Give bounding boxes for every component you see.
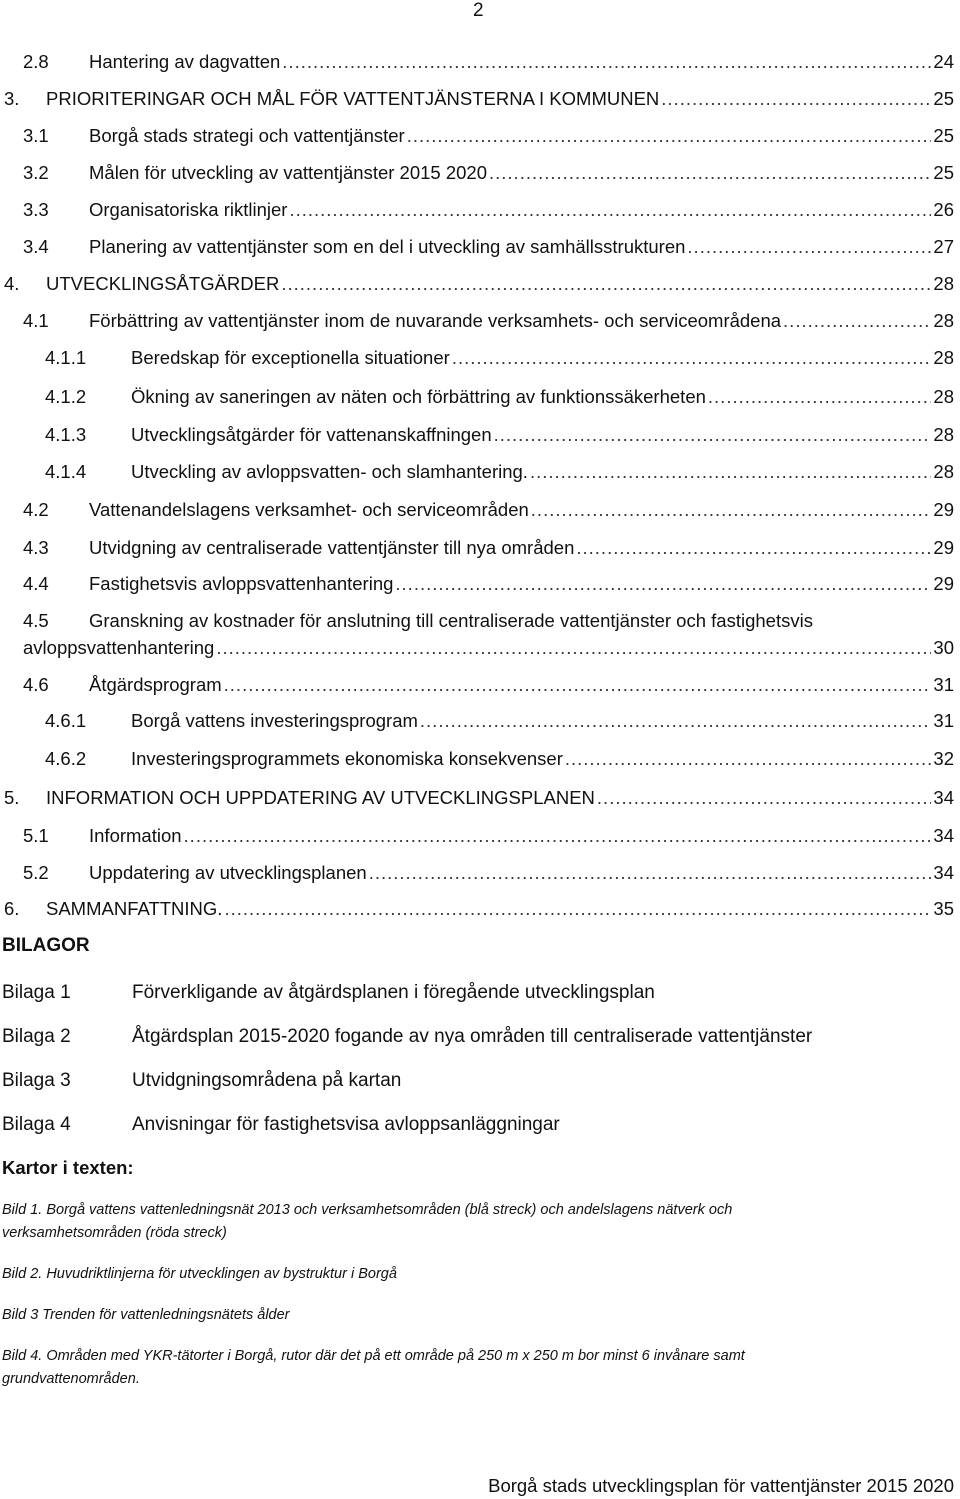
bilaga-label: Bilaga 3 — [2, 1070, 71, 1091]
toc-entry[interactable] — [45, 747, 954, 771]
toc-entry[interactable] — [23, 536, 954, 560]
toc-leader-dots — [576, 536, 931, 560]
toc-entry[interactable] — [45, 423, 954, 447]
toc-title: Fastighetsvis avloppsvattenhantering — [89, 573, 394, 594]
bilaga-label: Bilaga 1 — [2, 982, 71, 1003]
toc-leader-dots — [395, 572, 931, 596]
toc-leader-dots — [224, 673, 932, 697]
toc-entry[interactable] — [23, 198, 954, 222]
toc-number: 4. — [4, 273, 20, 294]
toc-page: 34 — [933, 862, 954, 883]
toc-leader-dots — [783, 309, 931, 333]
toc-page: 25 — [933, 88, 954, 109]
toc-title: Uppdatering av utvecklingsplanen — [89, 862, 367, 883]
toc-leader-dots — [489, 161, 931, 185]
toc-entry[interactable] — [23, 824, 954, 848]
toc-number: 3.4 — [23, 236, 49, 257]
toc-page: 28 — [933, 273, 954, 294]
map-caption: Bild 4. Områden med YKR-tätorter i Borgå, rutor där det på ett område på 250 m x 250 m bor minst 6 invånare samt grundvattenområden. — [2, 1348, 745, 1387]
toc-leader-dots — [420, 709, 932, 733]
page-footer: Borgå stads utvecklingsplan för vattentjänster 2015 2020 — [488, 1475, 954, 1496]
toc-page: 27 — [933, 236, 954, 257]
toc-page: 28 — [933, 310, 954, 331]
toc-leader-dots — [281, 272, 931, 296]
bilaga-text: Förverkligande av åtgärdsplanen i föregående utvecklingsplan — [132, 982, 655, 1003]
toc-page: 32 — [933, 748, 954, 769]
toc-page: 24 — [933, 51, 954, 72]
toc-entry[interactable] — [23, 636, 954, 660]
toc-number: 4.4 — [23, 573, 49, 594]
bilaga-text: Utvidgningsområdena på kartan — [132, 1070, 402, 1091]
toc-title: Investeringsprogrammets ekonomiska konsekvenser — [131, 748, 563, 769]
toc-page: 34 — [933, 787, 954, 808]
toc-number: 4.3 — [23, 537, 49, 558]
toc-leader-dots — [216, 636, 931, 660]
toc-number: 5. — [4, 787, 20, 808]
toc-title: Hantering av dagvatten — [89, 51, 281, 72]
toc-number: 5.2 — [23, 862, 49, 883]
toc-title: INFORMATION OCH UPPDATERING AV UTVECKLINGSPLANEN — [46, 787, 595, 808]
toc-page: 28 — [933, 424, 954, 445]
toc-number: 4.6.2 — [45, 748, 87, 769]
toc-leader-dots — [597, 786, 932, 810]
toc-number: 3.3 — [23, 199, 49, 220]
toc-entry[interactable] — [4, 272, 954, 296]
toc-number: 4.1.2 — [45, 386, 87, 407]
toc-title: Målen för utveckling av vattentjänster 2015 2020 — [89, 162, 487, 183]
toc-leader-dots — [565, 747, 932, 771]
toc-entry[interactable] — [45, 460, 954, 484]
toc-leader-dots — [184, 824, 932, 848]
toc-page: 35 — [933, 898, 954, 919]
bilaga-text: Anvisningar för fastighetsvisa avloppsanläggningar — [132, 1114, 560, 1135]
toc-page: 34 — [933, 825, 954, 846]
toc-number: 5.1 — [23, 825, 49, 846]
toc-number: 4.2 — [23, 499, 49, 520]
toc-number: 4.5 — [23, 610, 49, 631]
toc-entry[interactable] — [23, 572, 954, 596]
toc-page: 29 — [933, 499, 954, 520]
toc-page: 31 — [933, 674, 954, 695]
toc-leader-dots — [289, 198, 931, 222]
toc-title: SAMMANFATTNING. — [46, 898, 223, 919]
toc-title: Utveckling av avloppsvatten- och slamhantering. — [131, 461, 528, 482]
toc-leader-dots — [282, 50, 931, 74]
bilaga-label: Bilaga 2 — [2, 1026, 71, 1047]
toc-title: Borgå stads strategi och vattentjänster — [89, 125, 405, 146]
toc-number: 3.1 — [23, 125, 49, 146]
map-caption: Bild 2. Huvudriktlinjerna för utvecklingen av bystruktur i Borgå — [2, 1266, 397, 1282]
toc-page: 31 — [933, 710, 954, 731]
toc-title: Planering av vattentjänster som en del i utveckling av samhällsstrukturen — [89, 236, 686, 257]
toc-page: 25 — [933, 125, 954, 146]
toc-entry-wrapped-line[interactable] — [23, 609, 813, 633]
toc-entry[interactable] — [4, 897, 954, 921]
toc-page: 25 — [933, 162, 954, 183]
toc-number: 4.1 — [23, 310, 49, 331]
bilagor-heading: BILAGOR — [2, 935, 90, 956]
toc-leader-dots — [494, 423, 932, 447]
toc-title: Granskning av kostnader för anslutning till centraliserade vattentjänster och fastighetsvis — [89, 610, 813, 631]
toc-number: 4.1.3 — [45, 424, 87, 445]
toc-leader-dots — [407, 124, 932, 148]
toc-title: PRIORITERINGAR OCH MÅL FÖR VATTENTJÄNSTERNA I KOMMUNEN — [46, 88, 660, 109]
toc-entry[interactable] — [4, 87, 954, 111]
toc-entry[interactable] — [23, 673, 954, 697]
toc-entry[interactable] — [23, 498, 954, 522]
toc-leader-dots — [452, 346, 932, 370]
toc-page: 28 — [933, 461, 954, 482]
toc-entry[interactable] — [45, 346, 954, 370]
toc-title: Organisatoriska riktlinjer — [89, 199, 288, 220]
toc-entry[interactable] — [4, 786, 954, 810]
toc-title: Förbättring av vattentjänster inom de nuvarande verksamhets- och serviceområdena — [89, 310, 782, 331]
toc-title: Information — [89, 825, 182, 846]
toc-entry[interactable] — [23, 861, 954, 885]
toc-leader-dots — [369, 861, 932, 885]
toc-title: Utvidgning av centraliserade vattentjänster till nya områden — [89, 537, 575, 558]
toc-number: 6. — [4, 898, 20, 919]
toc-number: 3. — [4, 88, 20, 109]
toc-number: 3.2 — [23, 162, 49, 183]
toc-entry[interactable] — [23, 309, 954, 333]
kartor-heading: Kartor i texten: — [2, 1157, 134, 1178]
toc-entry[interactable] — [45, 385, 954, 409]
map-caption: Bild 3 Trenden för vattenledningsnätets ålder — [2, 1307, 290, 1323]
bilaga-text: Åtgärdsplan 2015-2020 fogande av nya områden till centraliserade vattentjänster — [132, 1026, 813, 1047]
toc-page: 26 — [933, 199, 954, 220]
toc-title: Utvecklingsåtgärder för vattenanskaffningen — [131, 424, 492, 445]
toc-entry[interactable] — [23, 235, 954, 259]
toc-title: Åtgärdsprogram — [89, 674, 222, 695]
toc-leader-dots — [531, 498, 932, 522]
toc-leader-dots — [224, 897, 931, 921]
toc-number: 4.6.1 — [45, 710, 87, 731]
toc-page: 28 — [933, 347, 954, 368]
toc-number: 4.1.1 — [45, 347, 87, 368]
toc-page: 29 — [933, 537, 954, 558]
toc-entry[interactable] — [45, 709, 954, 733]
toc-number: 4.6 — [23, 674, 49, 695]
toc-entry[interactable] — [23, 124, 954, 148]
toc-entry[interactable] — [23, 161, 954, 185]
toc-leader-dots — [661, 87, 931, 111]
toc-title: Beredskap för exceptionella situationer — [131, 347, 450, 368]
toc-title: Vattenandelslagens verksamhet- och serviceområden — [89, 499, 529, 520]
toc-leader-dots — [687, 235, 931, 259]
toc-entry[interactable] — [23, 50, 954, 74]
toc-leader-dots — [530, 460, 931, 484]
toc-page: 28 — [933, 386, 954, 407]
toc-number: 4.1.4 — [45, 461, 87, 482]
map-caption: Bild 1. Borgå vattens vattenledningsnät 2013 och verksamhetsområden (blå streck) och andelslagens nätverk och verksamhetsområden (röda streck) — [2, 1202, 733, 1241]
toc-title: Borgå vattens investeringsprogram — [131, 710, 418, 731]
toc-leader-dots — [708, 385, 932, 409]
toc-title: Ökning av saneringen av näten och förbättring av funktionssäkerheten — [131, 386, 706, 407]
toc-title: UTVECKLINGSÅTGÄRDER — [46, 273, 280, 294]
toc-number: 2.8 — [23, 51, 49, 72]
toc-page: 29 — [933, 573, 954, 594]
bilaga-label: Bilaga 4 — [2, 1114, 71, 1135]
page-number: 2 — [473, 0, 484, 21]
toc-title: avloppsvattenhantering — [23, 637, 215, 658]
toc-page: 30 — [933, 637, 954, 658]
